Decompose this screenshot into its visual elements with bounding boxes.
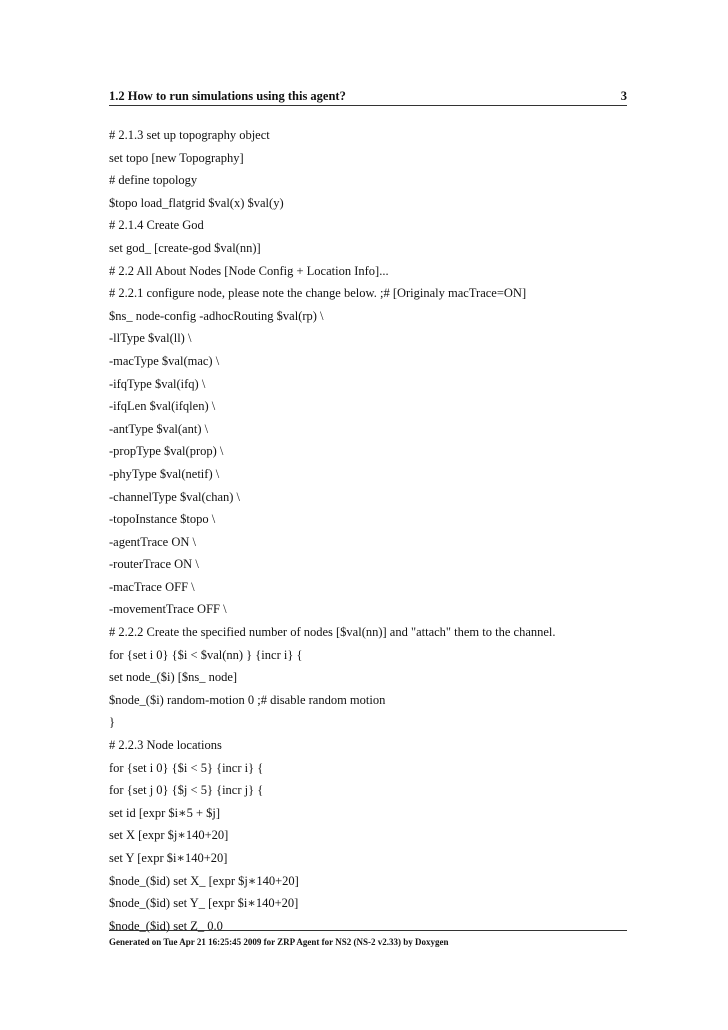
code-line: # 2.2 All About Nodes [Node Config + Location Info]... xyxy=(109,263,389,278)
header-divider xyxy=(109,105,627,106)
code-line: set god_ [create-god $val(nn)] xyxy=(109,240,261,255)
code-line: set topo [new Topography] xyxy=(109,150,244,165)
code-line: for {set i 0} {$i < $val(nn) } {incr i} { xyxy=(109,647,303,662)
code-line: # 2.2.2 Create the specified number of nodes [$val(nn)] and "attach" them to the channel. xyxy=(109,625,556,640)
code-line: $topo load_flatgrid $val(x) $val(y) xyxy=(109,195,284,210)
code-listing xyxy=(109,124,627,937)
code-line: for {set i 0} {$i < 5} {incr i} { xyxy=(109,760,264,775)
section-title: 1.2 How to run simulations using this agent? xyxy=(109,89,346,103)
code-line: set node_($i) [$ns_ node] xyxy=(109,670,238,685)
code-line: # 2.1.4 Create God xyxy=(109,218,204,233)
code-line: -llType $val(ll) \ xyxy=(109,331,192,346)
code-line: $ns_ node-config -adhocRouting $val(rp) \ xyxy=(109,308,324,323)
code-line: $node_($id) set Z_ 0.0 xyxy=(109,918,223,933)
code-line: -phyType $val(netif) \ xyxy=(109,466,220,481)
code-line: -antType $val(ant) \ xyxy=(109,421,209,436)
code-line: set X [expr $j∗140+20] xyxy=(109,828,229,843)
page-header xyxy=(109,87,627,107)
footer-divider xyxy=(109,930,627,931)
code-line: -ifqType $val(ifq) \ xyxy=(109,376,206,391)
code-line: -channelType $val(chan) \ xyxy=(109,489,241,504)
code-line: -ifqLen $val(ifqlen) \ xyxy=(109,399,216,414)
code-line: -movementTrace OFF \ xyxy=(109,602,227,617)
code-line: # 2.1.3 set up topography object xyxy=(109,128,270,142)
code-line: for {set j 0} {$j < 5} {incr j} { xyxy=(109,783,264,798)
code-line: -topoInstance $topo \ xyxy=(109,512,216,527)
code-line: # 2.2.3 Node locations xyxy=(109,738,222,753)
code-line: $node_($i) random-motion 0 ;# disable random motion xyxy=(109,692,386,707)
code-line: } xyxy=(109,715,115,730)
page-footer: Generated on Tue Apr 21 16:25:45 2009 for ZRP Agent for NS2 (NS-2 v2.33) by Doxygen xyxy=(109,937,449,947)
code-line: -propType $val(prop) \ xyxy=(109,444,224,459)
code-line: # 2.2.1 configure node, please note the change below. ;# [Originaly macTrace=ON] xyxy=(109,286,527,301)
page-number: 3 xyxy=(620,89,627,103)
code-line: -macTrace OFF \ xyxy=(109,579,195,594)
code-line: -agentTrace ON \ xyxy=(109,534,197,549)
code-line: set Y [expr $i∗140+20] xyxy=(109,851,228,865)
code-line: set id [expr $i∗5 + $j] xyxy=(109,805,221,820)
code-line: -macType $val(mac) \ xyxy=(109,353,220,368)
code-line: $node_($id) set X_ [expr $j∗140+20] xyxy=(109,873,299,888)
code-line: -routerTrace ON \ xyxy=(109,557,199,572)
code-line: $node_($id) set Y_ [expr $i∗140+20] xyxy=(109,896,299,911)
code-line: # define topology xyxy=(109,173,198,188)
